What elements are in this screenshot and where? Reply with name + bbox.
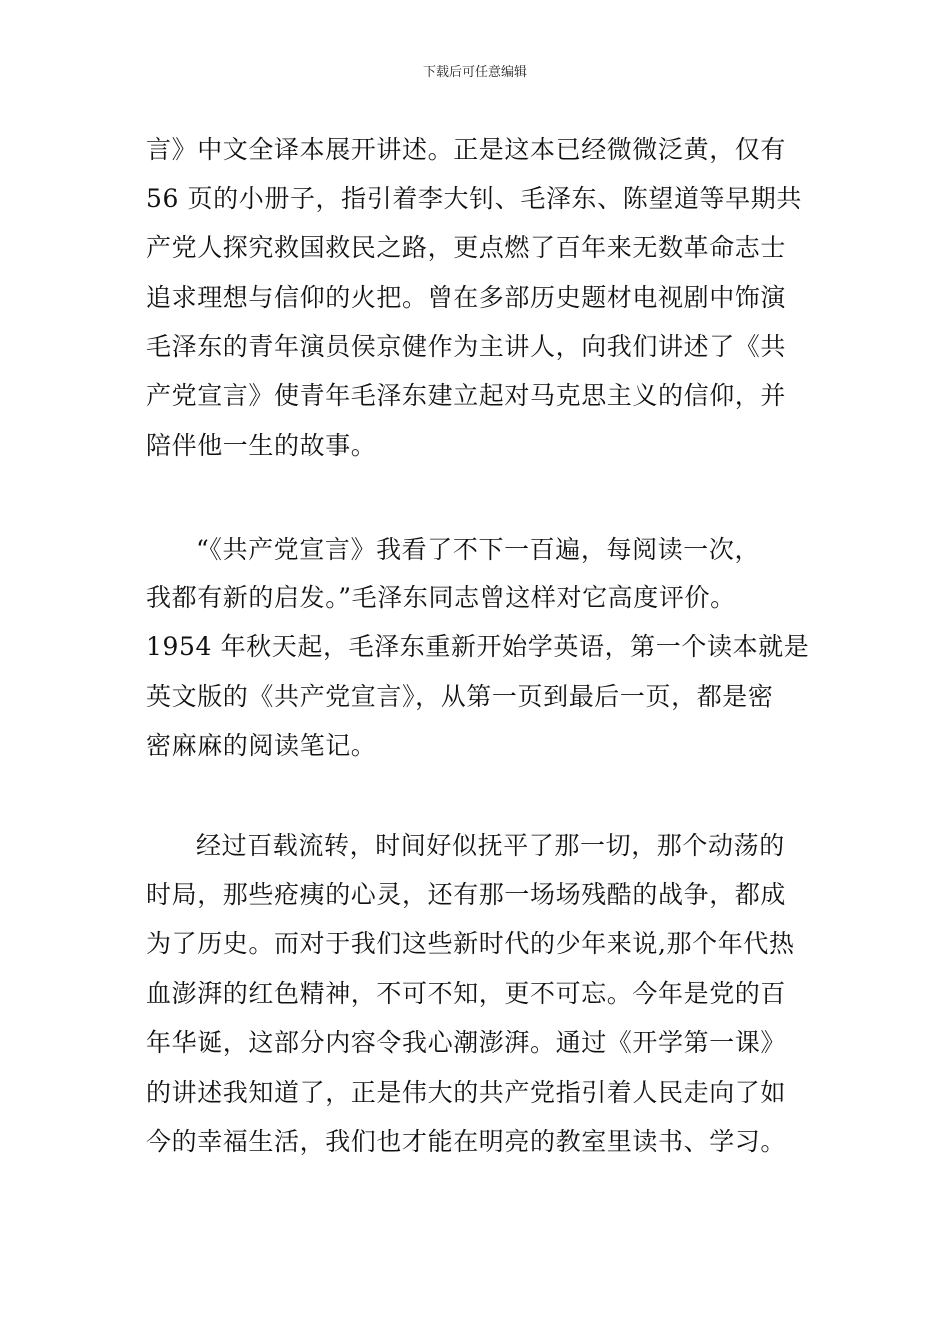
paragraph-line: 今的幸福生活，我们也才能在明亮的教室里读书、学习。 [146, 1127, 787, 1156]
paragraph-line: 英文版的《共产党宣言》，从第一页到最后一页，都是密 [146, 682, 774, 711]
paragraph-line: 年华诞，这部分内容令我心潮澎湃。通过《开学第一课》 [146, 1028, 787, 1057]
paragraph-line: 的讲述我知道了，正是伟大的共产党指引着人民走向了如 [146, 1078, 787, 1107]
header-note: 下载后可任意编辑 [422, 65, 527, 80]
paragraph-line: 我都有新的启发。”毛泽东同志曾这样对它高度评价。 [146, 583, 736, 612]
paragraph-line: 56 页的小册子，指引着李大钊、毛泽东、陈望道等早期共 [146, 184, 802, 213]
paragraph-line: 为了历史。而对于我们这些新时代的少年来说,那个年代热 [146, 929, 795, 958]
paragraph-line: 产党宣言》使青年毛泽东建立起对马克思主义的信仰，并 [146, 381, 787, 410]
paragraph-line: 时局，那些疮痍的心灵，还有那一场场残酷的战争，都成 [146, 880, 787, 909]
paragraph-line: 产党人探究救国救民之路，更点燃了百年来无数革命志士 [146, 233, 787, 262]
paragraph-line: 1954 年秋天起，毛泽东重新开始学英语，第一个读本就是 [146, 632, 810, 661]
paragraph-line: 毛泽东的青年演员侯京健作为主讲人，向我们讲述了《共 [146, 332, 787, 361]
paragraph-line: “《共产党宣言》我看了不下一百遍，每阅读一次， [196, 535, 761, 564]
paragraph-line: 密麻麻的阅读笔记。 [146, 731, 377, 760]
paragraph-line: 追求理想与信仰的火把。曾在多部历史题材电视剧中饰演 [146, 283, 787, 312]
paragraph-line: 经过百载流转，时间好似抚平了那一切，那个动荡的 [196, 831, 785, 860]
paragraph-line: 陪伴他一生的故事。 [146, 431, 377, 460]
paragraph-line: 血澎湃的红色精神，不可不知，更不可忘。今年是党的百 [146, 979, 787, 1008]
paragraph-line: 言》中文全译本展开讲述。正是这本已经微微泛黄，仅有 [146, 135, 787, 164]
